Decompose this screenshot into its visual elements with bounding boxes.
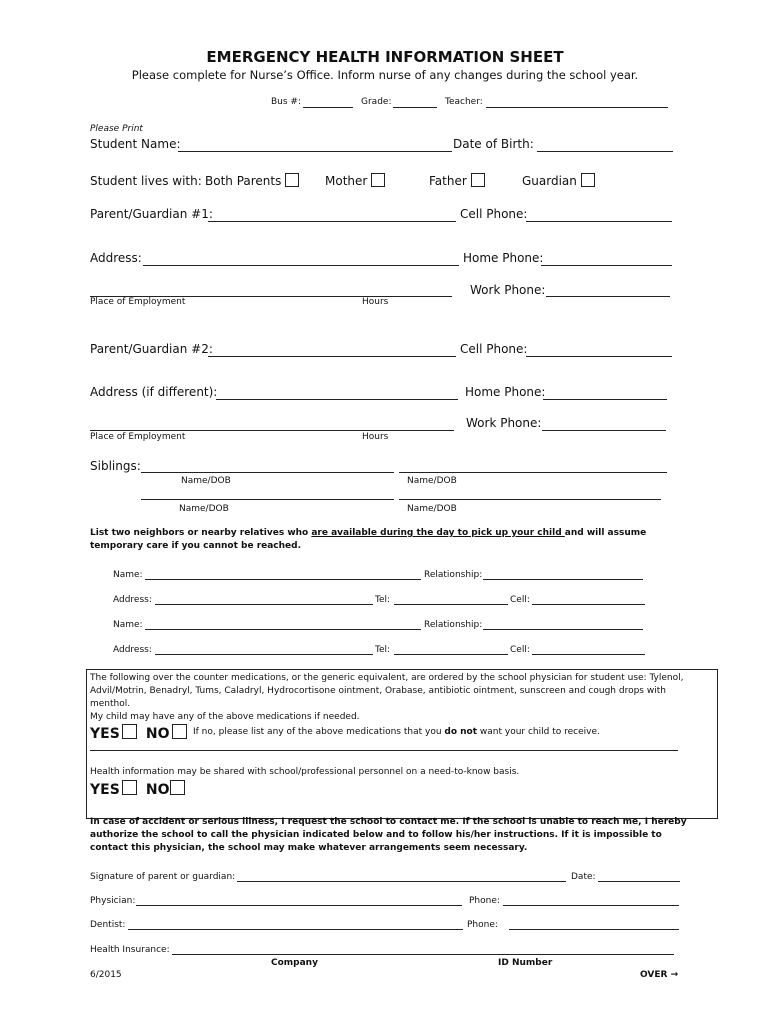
guardian1-label: Parent/Guardian #1: <box>90 207 213 221</box>
insurance-field[interactable] <box>172 954 674 955</box>
guardian2-home-field[interactable] <box>543 399 667 400</box>
sibling2-caption: Name/DOB <box>407 476 457 486</box>
sibling1-caption: Name/DOB <box>181 476 231 486</box>
neighbor2-address-field[interactable] <box>155 654 373 655</box>
if-no-c: want your child to receive. <box>477 727 600 737</box>
over-indicator: OVER → <box>640 970 679 980</box>
neighbor1-tel-label: Tel: <box>375 595 391 605</box>
guardian2-address-field[interactable] <box>216 399 458 400</box>
checkbox-both-parents[interactable] <box>285 173 299 187</box>
guardian2-home-label: Home Phone: <box>465 385 546 399</box>
option-father-label: Father <box>429 174 467 188</box>
guardian2-address-label: Address (if different): <box>90 385 218 399</box>
neighbor2-relationship-field[interactable] <box>483 629 643 630</box>
sibling2-field[interactable] <box>399 472 667 473</box>
neighbor2-tel-field[interactable] <box>394 654 508 655</box>
guardian1-name-field[interactable] <box>208 221 456 222</box>
neighbor1-address-label: Address: <box>113 595 152 605</box>
siblings-label: Siblings: <box>90 459 141 473</box>
form-title: EMERGENCY HEALTH INFORMATION SHEET <box>206 48 564 66</box>
neighbors-intro-a: List two neighbors or nearby relatives who <box>90 528 312 538</box>
grade-label: Grade: <box>361 97 392 107</box>
guardian2-hours-label: Hours <box>362 432 389 442</box>
medications-line3: menthol. <box>90 699 131 709</box>
consent-line2: authorize the school to call the physician indicated below and to follow his/her instructions. If it is impossible to <box>90 830 662 840</box>
option-mother-label: Mother <box>325 174 368 188</box>
option-both-parents[interactable] <box>205 173 299 188</box>
share-yes-label: YES <box>90 782 120 798</box>
dentist-phone-field[interactable] <box>509 929 679 930</box>
share-no-label: NO <box>145 782 170 798</box>
if-no-a: If no, please list any of the above medications that you <box>193 727 445 737</box>
neighbors-intro-c: and will assume <box>564 528 647 538</box>
dentist-label: Dentist: <box>90 920 126 930</box>
neighbor2-tel-label: Tel: <box>375 645 391 655</box>
option-mother[interactable] <box>325 173 385 188</box>
physician-phone-field[interactable] <box>503 905 679 906</box>
lives-with-label: Student lives with: <box>90 174 202 188</box>
guardian1-cell-field[interactable] <box>526 221 672 222</box>
guardian1-address-label: Address: <box>90 251 142 265</box>
neighbor2-relationship-label: Relationship: <box>424 620 483 630</box>
insurance-label: Health Insurance: <box>90 945 170 955</box>
student-name-field[interactable] <box>178 151 452 152</box>
please-print-note: Please Print <box>90 124 143 134</box>
guardian1-home-field[interactable] <box>541 265 672 266</box>
dentist-phone-label: Phone: <box>467 920 498 930</box>
guardian1-cell-label: Cell Phone: <box>460 207 528 221</box>
neighbor1-name-label: Name: <box>113 570 143 580</box>
share-info-text: Health information may be shared with school/professional personnel on a need-to-know basis. <box>90 767 520 777</box>
sibling1-field[interactable] <box>141 472 394 473</box>
neighbors-intro-b: are available during the day to pick up your child <box>311 528 565 538</box>
student-name-label: Student Name: <box>90 137 181 151</box>
sibling4-field[interactable] <box>399 499 661 500</box>
guardian1-work-label: Work Phone: <box>470 283 546 297</box>
dentist-field[interactable] <box>128 929 463 930</box>
teacher-field[interactable] <box>486 107 668 108</box>
guardian2-work-label: Work Phone: <box>466 416 542 430</box>
neighbor2-cell-field[interactable] <box>532 654 645 655</box>
neighbor1-address-field[interactable] <box>155 604 373 605</box>
guardian2-label: Parent/Guardian #2: <box>90 342 213 356</box>
guardian2-cell-field[interactable] <box>526 356 672 357</box>
neighbor2-address-label: Address: <box>113 645 152 655</box>
sibling3-field[interactable] <box>141 499 394 500</box>
guardian1-hours-label: Hours <box>362 297 389 307</box>
neighbor2-name-label: Name: <box>113 620 143 630</box>
date-label: Date: <box>571 872 596 882</box>
share-consent <box>90 779 185 798</box>
medications-yes-checkbox[interactable] <box>122 724 137 739</box>
checkbox-guardian[interactable] <box>581 173 595 187</box>
form-subtitle: Please complete for Nurse’s Office. Inform nurse of any changes during the school year. <box>131 68 639 82</box>
neighbor1-cell-label: Cell: <box>510 595 530 605</box>
bus-label: Bus #: <box>271 97 302 107</box>
medications-line1: The following over the counter medications, or the generic equivalent, are ordered by the school physician for student use: Tylenol, <box>90 673 684 683</box>
medications-exclusion-field[interactable] <box>90 750 678 751</box>
checkbox-father[interactable] <box>471 173 485 187</box>
revision-date: 6/2015 <box>90 970 122 980</box>
share-yes-checkbox[interactable] <box>122 780 137 795</box>
medications-if-no <box>193 727 600 737</box>
bus-field[interactable] <box>303 107 353 108</box>
sibling4-caption: Name/DOB <box>407 504 457 514</box>
guardian2-work-field[interactable] <box>542 430 666 431</box>
dob-field[interactable] <box>537 151 673 152</box>
neighbor1-name-field[interactable] <box>145 579 421 580</box>
medications-line2: Advil/Motrin, Benadryl, Tums, Caladryl, Hydrocortisone ointment, Orabase, antibiotic ointment, sunscreen and cough drops with <box>90 686 666 696</box>
medications-line4: My child may have any of the above medications if needed. <box>90 712 360 722</box>
guardian2-cell-label: Cell Phone: <box>460 342 528 356</box>
medications-yes-label: YES <box>90 726 120 742</box>
guardian2-employment-label: Place of Employment <box>90 432 186 442</box>
teacher-label: Teacher: <box>445 97 483 107</box>
option-guardian-label: Guardian <box>522 174 577 188</box>
physician-field[interactable] <box>136 905 462 906</box>
grade-field[interactable] <box>393 107 437 108</box>
medications-no-label: NO <box>145 726 170 742</box>
neighbor1-relationship-field[interactable] <box>483 579 643 580</box>
physician-phone-label: Phone: <box>469 896 500 906</box>
company-caption: Company <box>271 958 318 968</box>
share-no-checkbox[interactable] <box>170 780 185 795</box>
neighbor1-cell-field[interactable] <box>532 604 645 605</box>
guardian2-name-field[interactable] <box>208 356 456 357</box>
option-both-parents-label: Both Parents <box>205 174 282 188</box>
neighbor2-cell-label: Cell: <box>510 645 530 655</box>
physician-label: Physician: <box>90 896 136 906</box>
guardian2-employment-field[interactable] <box>90 430 454 431</box>
neighbor2-name-field[interactable] <box>145 629 421 630</box>
neighbors-intro-line2: temporary care if you cannot be reached. <box>90 541 302 551</box>
neighbors-intro <box>90 528 646 538</box>
sibling3-caption: Name/DOB <box>179 504 229 514</box>
neighbor1-relationship-label: Relationship: <box>424 570 483 580</box>
option-guardian[interactable] <box>522 173 595 188</box>
guardian1-employment-label: Place of Employment <box>90 297 186 307</box>
neighbor1-tel-field[interactable] <box>394 604 508 605</box>
medications-consent <box>90 723 187 742</box>
consent-line3: contact this physician, the school may make whatever arrangements seem necessary. <box>90 843 528 853</box>
signature-label: Signature of parent or guardian: <box>90 872 236 882</box>
if-no-b: do not <box>444 727 478 737</box>
guardian1-work-field[interactable] <box>546 296 670 297</box>
id-number-caption: ID Number <box>498 958 553 968</box>
guardian1-home-label: Home Phone: <box>463 251 544 265</box>
guardian1-address-field[interactable] <box>143 265 459 266</box>
consent-line1: In case of accident or serious illness, I request the school to contact me. If the school is unable to reach me, I hereby <box>90 817 687 827</box>
option-father[interactable] <box>429 173 485 188</box>
dob-label: Date of Birth: <box>453 137 534 151</box>
medications-no-checkbox[interactable] <box>172 724 187 739</box>
checkbox-mother[interactable] <box>371 173 385 187</box>
date-field[interactable] <box>598 881 680 882</box>
signature-field[interactable] <box>237 881 566 882</box>
